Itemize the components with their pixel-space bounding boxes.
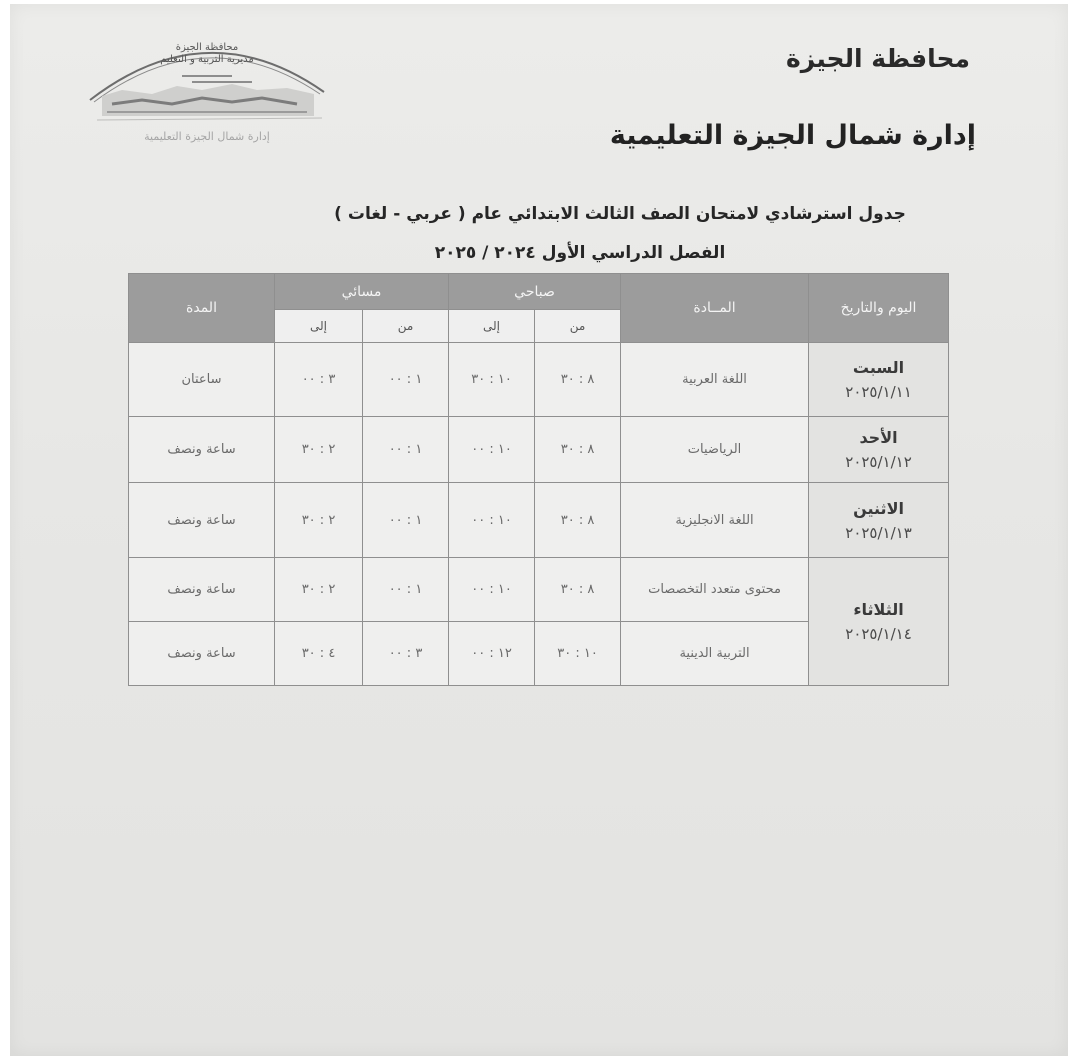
evening-from-cell: ٣ : ٠٠ — [363, 622, 449, 686]
morning-to-cell: ١٠ : ٠٠ — [449, 483, 535, 558]
header-subject: المــادة — [621, 274, 809, 343]
header-evening: مسائي — [275, 274, 449, 310]
logo-top-line2: مديرية التربية و التعليم — [160, 54, 254, 65]
governorate-title: محافظة الجيزة — [786, 44, 970, 73]
morning-to-cell: ١٢ : ٠٠ — [449, 622, 535, 686]
day-name: الاثنين — [853, 498, 904, 518]
table-row — [129, 343, 949, 417]
table-row — [129, 417, 949, 483]
evening-to-cell: ٢ : ٣٠ — [275, 558, 363, 622]
evening-to-cell: ٢ : ٣٠ — [275, 417, 363, 483]
day-cell — [809, 343, 949, 417]
evening-from-cell: ١ : ٠٠ — [363, 417, 449, 483]
morning-to-cell: ١٠ : ٠٠ — [449, 558, 535, 622]
day-cell — [809, 558, 949, 686]
table-row — [129, 483, 949, 558]
header-day-date: اليوم والتاريخ — [809, 274, 949, 343]
morning-from-cell: ٨ : ٣٠ — [535, 343, 621, 417]
exam-date: ٢٠٢٥/١/١٤ — [845, 625, 912, 643]
morning-from-cell: ٨ : ٣٠ — [535, 417, 621, 483]
header-morning: صباحي — [449, 274, 621, 310]
day-name: السبت — [852, 358, 905, 377]
evening-to-cell: ٢ : ٣٠ — [275, 483, 363, 558]
header-morning-to: إلى — [449, 310, 535, 343]
duration-cell: ساعة ونصف — [129, 417, 275, 483]
duration-cell: ساعة ونصف — [129, 622, 275, 686]
table-row — [129, 558, 949, 622]
morning-from-cell: ١٠ : ٣٠ — [535, 622, 621, 686]
exam-date: ٢٠٢٥/١/١٢ — [845, 453, 912, 471]
header-morning-from: من — [535, 310, 621, 343]
logo-top-line1: محافظة الجيزة — [175, 42, 239, 53]
exam-schedule-table — [128, 273, 949, 686]
schedule-title: جدول استرشادي لامتحان الصف الثالث الابتدائي عام ( عربي - لغات ) — [334, 204, 906, 224]
evening-to-cell: ٣ : ٠٠ — [275, 343, 363, 417]
evening-from-cell: ١ : ٠٠ — [363, 558, 449, 622]
exam-date: ٢٠٢٥/١/١١ — [845, 383, 912, 401]
morning-from-cell: ٨ : ٣٠ — [535, 483, 621, 558]
day-cell — [809, 417, 949, 483]
morning-from-cell: ٨ : ٣٠ — [535, 558, 621, 622]
schedule-subtitle: الفصل الدراسي الأول ٢٠٢٤ / ٢٠٢٥ — [434, 243, 726, 263]
day-cell — [809, 483, 949, 558]
exam-date: ٢٠٢٥/١/١٣ — [845, 523, 912, 542]
morning-to-cell: ١٠ : ٣٠ — [449, 343, 535, 417]
duration-cell: ساعة ونصف — [129, 483, 275, 558]
morning-to-cell: ١٠ : ٠٠ — [449, 417, 535, 483]
subject-cell: التربية الدينية — [621, 622, 809, 686]
logo-caption: إدارة شمال الجيزة التعليمية — [144, 130, 270, 143]
header-evening-from: من — [363, 310, 449, 343]
evening-from-cell: ١ : ٠٠ — [363, 483, 449, 558]
duration-cell: ساعة ونصف — [129, 558, 275, 622]
evening-from-cell: ١ : ٠٠ — [363, 343, 449, 417]
subject-cell: محتوى متعدد التخصصات — [621, 558, 809, 622]
day-name: الثلاثاء — [853, 600, 904, 619]
header-duration: المدة — [129, 274, 275, 343]
header-evening-to: إلى — [275, 310, 363, 343]
duration-cell: ساعتان — [129, 343, 275, 417]
directorate-logo — [82, 30, 332, 154]
subject-cell: الرياضيات — [621, 417, 809, 483]
subject-cell: اللغة العربية — [621, 343, 809, 417]
evening-to-cell: ٤ : ٣٠ — [275, 622, 363, 686]
subject-cell: اللغة الانجليزية — [621, 483, 809, 558]
day-name: الأحد — [859, 428, 898, 447]
administration-title: إدارة شمال الجيزة التعليمية — [609, 120, 976, 151]
